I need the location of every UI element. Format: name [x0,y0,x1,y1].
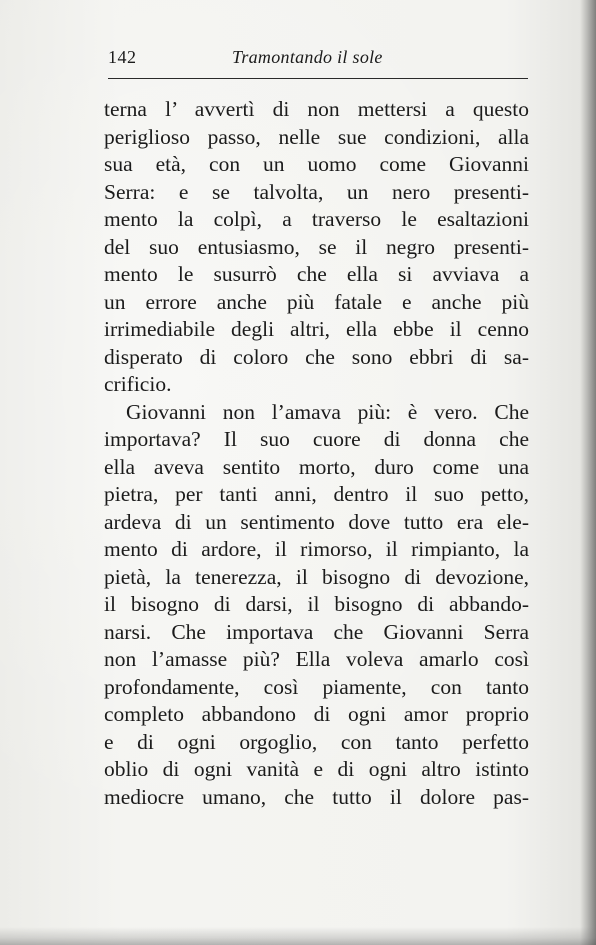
text-line: non l’amasse più? Ella voleva amarlo così [104,647,529,671]
page-edge-shadow-bottom [0,927,596,945]
text-line: completo abbandono di ogni amor proprio [104,702,529,726]
text-line: mento le susurrò che ella si avviava a [104,262,529,286]
text-line: del suo entusiasmo, se il negro presenti- [104,234,529,259]
page-number: 142 [108,47,137,67]
text-line: pietà, la tenerezza, il bisogno di devozione, [104,564,529,589]
text-line: pietra, per tanti anni, dentro il suo petto, [104,482,529,506]
text-line: narsi. Che importava che Giovanni Serra [104,619,529,644]
text-line: un errore anche più fatale e anche più [104,289,529,314]
text-line: oblio di ogni vanità e di ogni altro istinto [104,757,529,781]
running-title: Tramontando il sole [232,47,383,67]
text-line: crificio. [104,372,172,396]
body-text [104,96,529,811]
text-line: disperato di coloro che sono ebbri di sa- [104,344,529,369]
text-line: profondamente, così piamente, con tanto [104,674,529,699]
text-line: ella aveva sentito morto, duro come una [104,454,529,479]
text-line: terna l’ avvertì di non mettersi a questo [104,97,529,121]
text-line: Giovanni non l’amava più: è vero. Che [126,399,529,424]
text-line: mento di ardore, il rimorso, il rimpianto, la [104,537,529,561]
page-edge-shadow-right [580,0,596,945]
text-line: periglioso passo, nelle sue condizioni, alla [104,124,529,149]
text-line: importava? Il suo cuore di donna che [104,427,529,451]
page-header [108,44,528,74]
text-line: sua età, con un uomo come Giovanni [104,152,529,176]
text-line: mediocre umano, che tutto il dolore pas- [104,784,529,809]
header-rule [108,78,528,79]
text-line: irrimediabile degli altri, ella ebbe il cenno [104,317,529,341]
text-line: Serra: e se talvolta, un nero presenti- [104,179,529,204]
text-line: ardeva di un sentimento dove tutto era ele- [104,509,529,534]
text-line: e di ogni orgoglio, con tanto perfetto [104,729,529,754]
text-line: il bisogno di darsi, il bisogno di abbando- [104,592,529,616]
text-line: mento la colpì, a traverso le esaltazioni [104,207,529,231]
